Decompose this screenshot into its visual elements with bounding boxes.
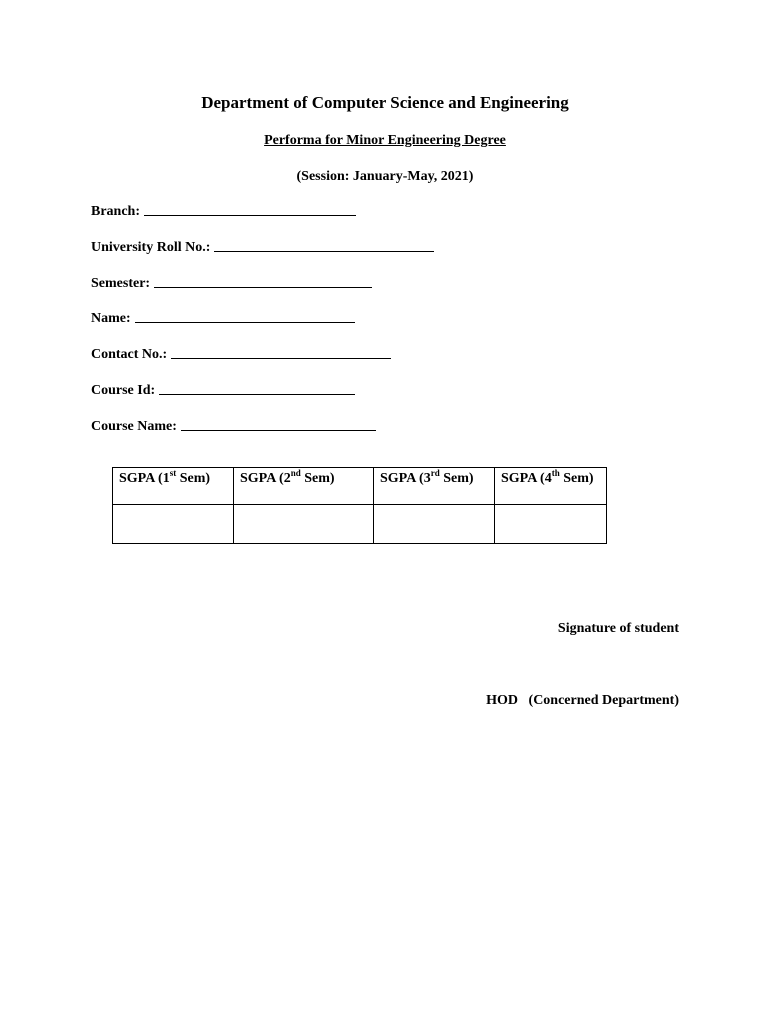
roll-no-field[interactable]: [91, 240, 434, 256]
sgpa-value-row: [113, 505, 607, 544]
name-field[interactable]: [91, 311, 355, 327]
sgpa-sem3-suffix: Sem): [439, 471, 474, 486]
sgpa-sem2-sup: nd: [290, 468, 301, 478]
sgpa-sem1-header: [113, 468, 234, 505]
branch-field[interactable]: [91, 204, 356, 220]
course-id-field[interactable]: [91, 383, 355, 399]
sgpa-sem4-sup: th: [551, 468, 560, 478]
sgpa-sem4-header: [495, 468, 607, 505]
sgpa-header-row: [113, 468, 607, 505]
course-name-label: Course Name:: [91, 419, 177, 434]
sgpa-sem2-value[interactable]: [234, 505, 374, 544]
sgpa-sem2-suffix: Sem): [300, 471, 335, 486]
sgpa-sem3-prefix: SGPA (3: [380, 471, 431, 486]
semester-label: Semester:: [91, 276, 151, 291]
sgpa-sem3-value[interactable]: [374, 505, 495, 544]
sgpa-sem2-prefix: SGPA (2: [240, 471, 291, 486]
sgpa-table: [112, 467, 607, 544]
branch-blank-line[interactable]: [144, 214, 356, 216]
page-title: Department of Computer Science and Engineering: [201, 93, 569, 112]
course-id-label: Course Id:: [91, 383, 156, 398]
contact-label: Contact No.:: [91, 347, 168, 362]
name-label: Name:: [91, 311, 131, 326]
sgpa-sem4-prefix: SGPA (4: [501, 471, 552, 486]
contact-blank-line[interactable]: [171, 357, 391, 359]
roll-no-blank-line[interactable]: [214, 250, 434, 252]
branch-label: Branch:: [91, 204, 140, 219]
sgpa-sem3-header: [374, 468, 495, 505]
session-label: (Session: January-May, 2021): [296, 169, 474, 184]
semester-field[interactable]: [91, 276, 372, 292]
semester-blank-line[interactable]: [154, 286, 372, 288]
sgpa-sem3-sup: rd: [430, 468, 440, 478]
sgpa-sem1-value[interactable]: [113, 505, 234, 544]
sgpa-sem1-sup: st: [169, 468, 177, 478]
hod-signature-label: HOD (Concerned Department): [486, 693, 679, 708]
course-name-field[interactable]: [91, 419, 376, 435]
name-blank-line[interactable]: [135, 321, 355, 323]
course-id-blank-line[interactable]: [159, 393, 355, 395]
form-subtitle: Performa for Minor Engineering Degree: [264, 133, 506, 148]
course-name-blank-line[interactable]: [181, 429, 376, 431]
sgpa-sem1-suffix: Sem): [176, 471, 211, 486]
sgpa-sem2-header: [234, 468, 374, 505]
roll-no-label: University Roll No.:: [91, 240, 211, 255]
sgpa-sem1-prefix: SGPA (1: [119, 471, 170, 486]
student-signature-label: Signature of student: [557, 621, 679, 636]
contact-field[interactable]: [91, 347, 391, 363]
sgpa-sem4-suffix: Sem): [559, 471, 594, 486]
sgpa-sem4-value[interactable]: [495, 505, 607, 544]
